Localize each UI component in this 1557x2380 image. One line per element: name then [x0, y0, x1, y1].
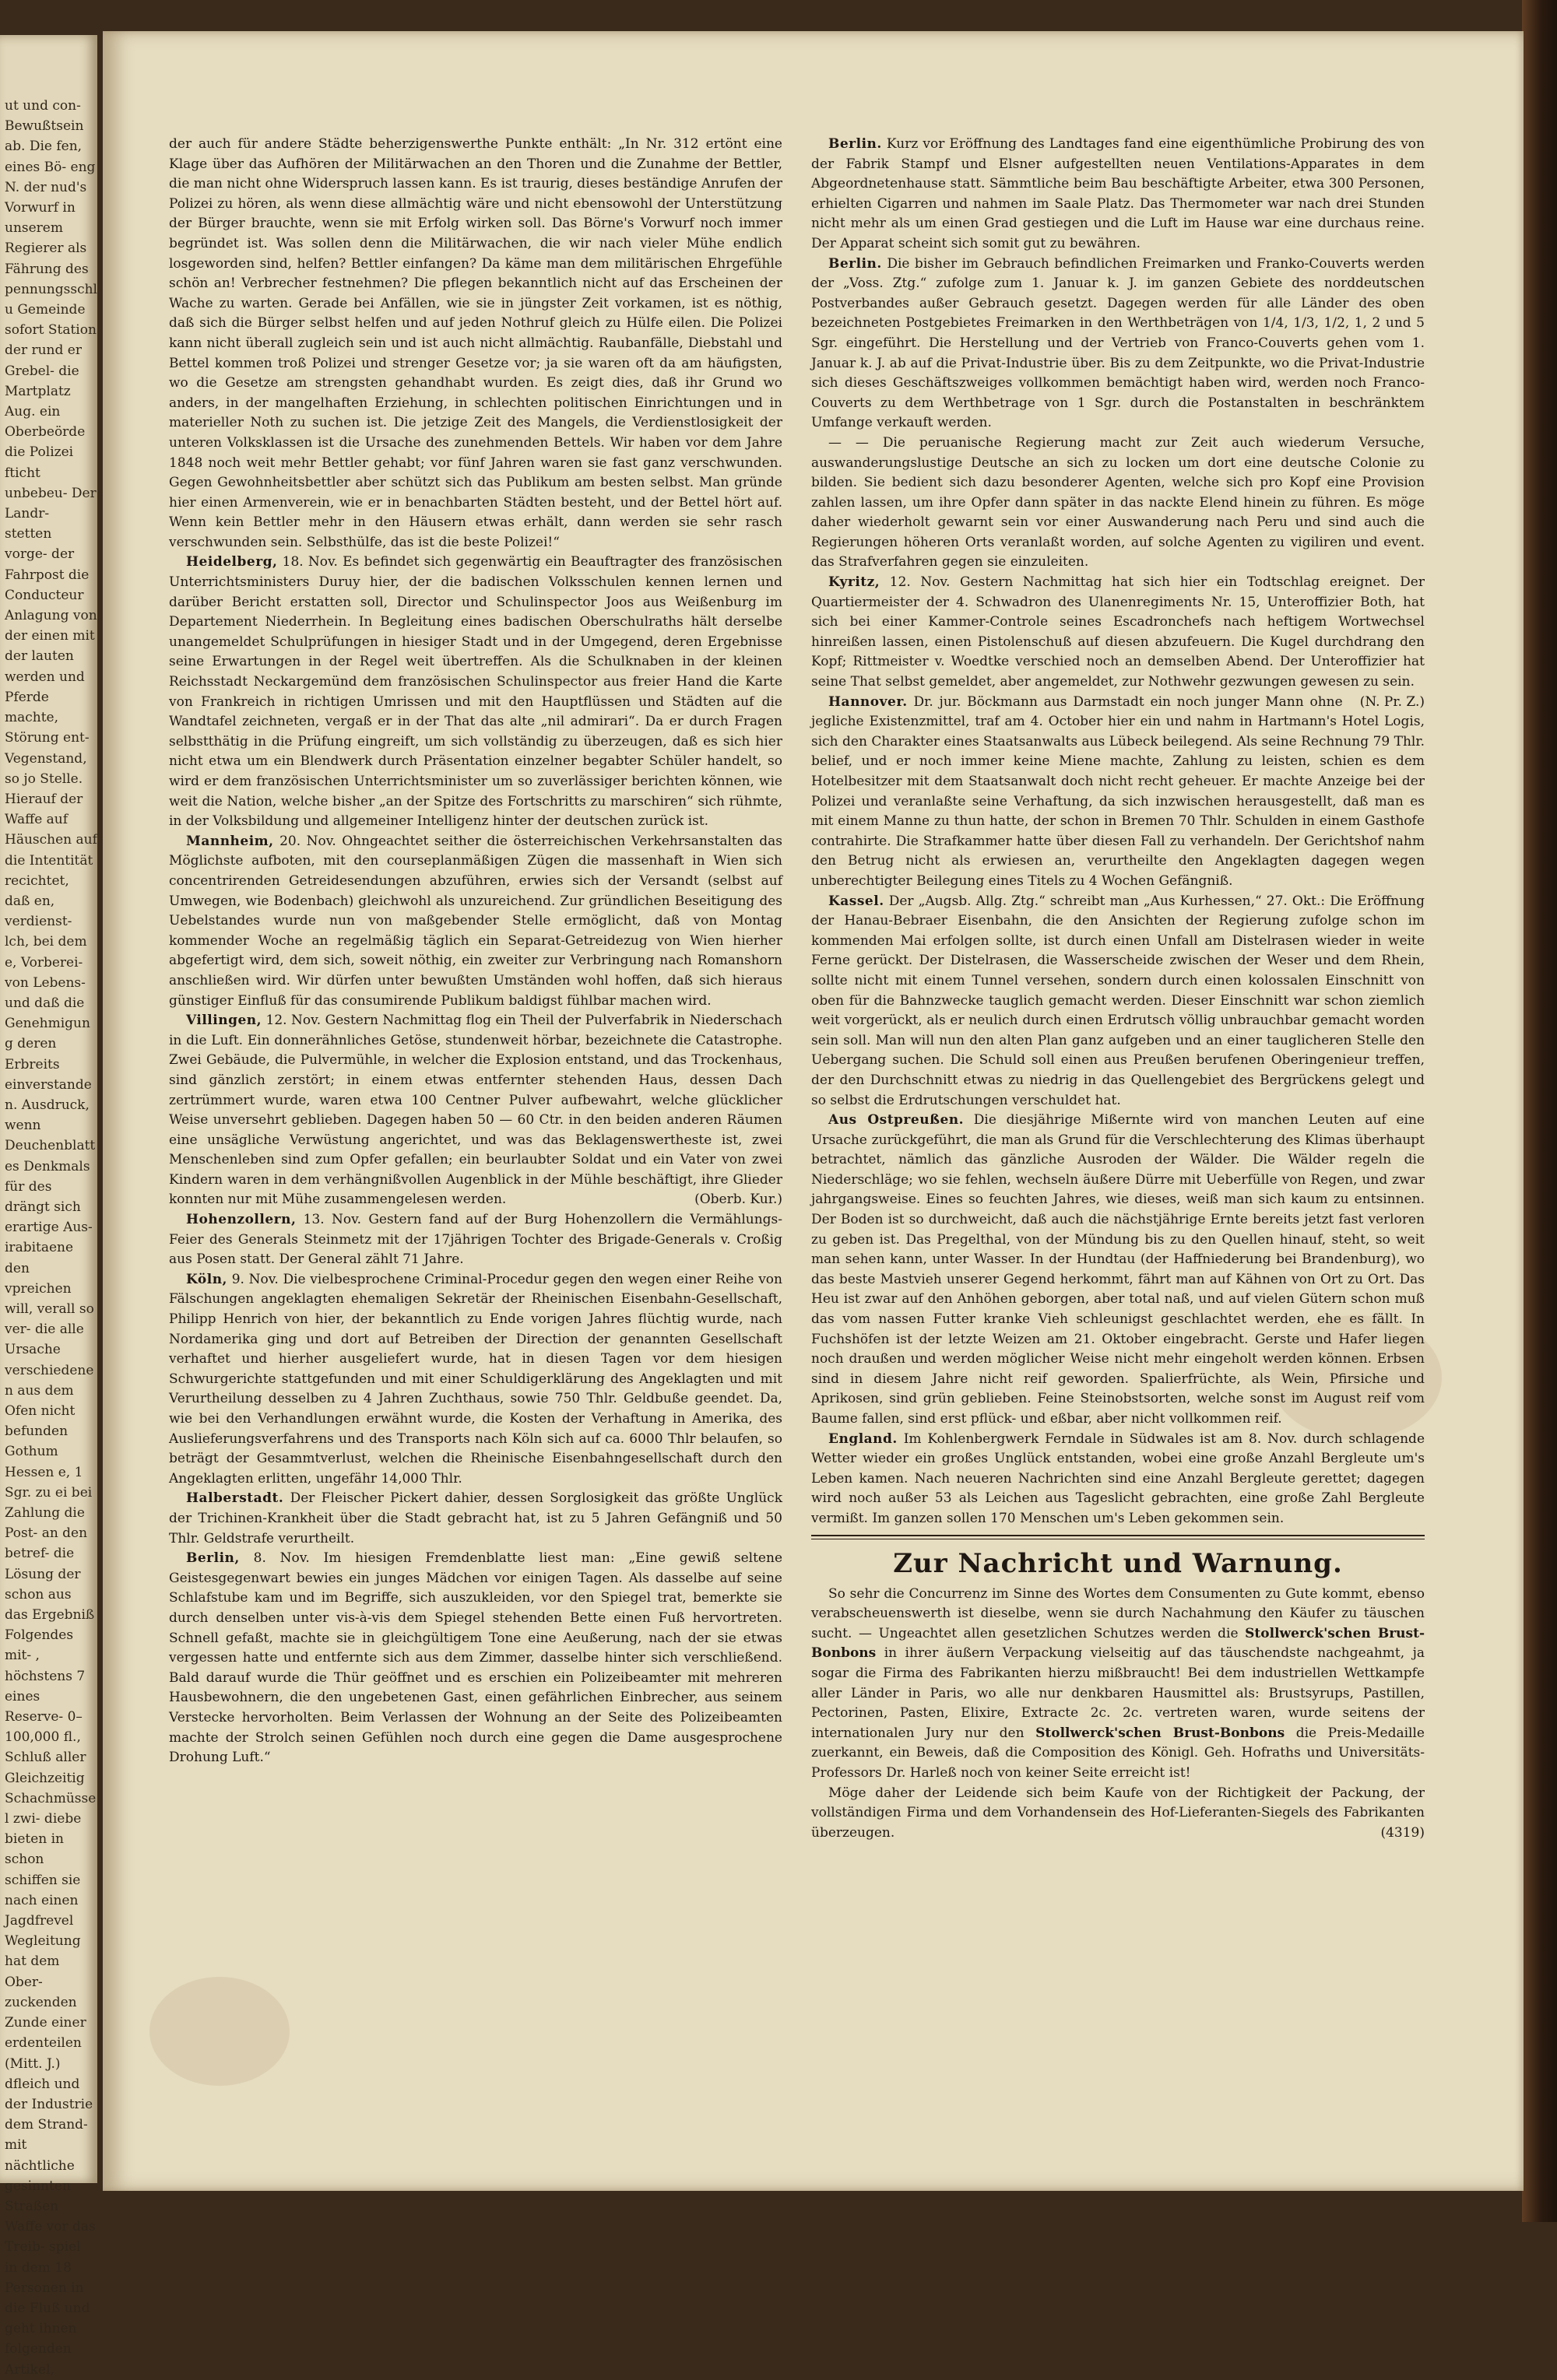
notice-brand: Stollwerck'schen Brust-Bonbons — [811, 1625, 1425, 1662]
article-villingen — [169, 1011, 782, 1210]
article-berlin-ventilation — [811, 135, 1425, 254]
article-place: Villingen, — [186, 1013, 262, 1029]
article-halberstadt — [169, 1489, 782, 1549]
left-column — [169, 135, 782, 2057]
newspaper-page — [103, 31, 1524, 2191]
article-england — [811, 1430, 1425, 1529]
advertisement-notice — [811, 1546, 1425, 1844]
article-text: Dr. jur. Böckmann aus Darmstadt ein noch junger Mann ohne jegliche Existenzmittel, traf am 4. October hier ein und nahm in Hartmann's Hotel Logis, sich den Charakter eines Staatsanwalts aus Lübeck beilegend. Als seine Rechnung 79 Thlr. belief, und er noch immer keine Miene machte, Zahlung zu leisten, schien es dem Hotelbesitzer mit dem Staatsanwalt doch nicht recht geheuer. Er machte Anzeige bei der Polizei und veranlaßte seine Verhaftung, da sich inzwischen herausgestellt, daß man es mit einem Manne zu thun hatte, der schon in Bremen 70 Thlr. Schulden in einem Gasthofe contrahirte. Die Strafkammer hatte über diesen Fall zu verhandeln. Der Gerichtshof nahm den Betrug nicht als erwiesen an, verurtheilte den Angeklagten dagegen wegen unberechtigter Beilegung eines Titels zu 4 Wochen Gefängniß. — [811, 693, 1425, 889]
notice-body — [811, 1585, 1425, 1784]
article-text: Die bisher im Gebrauch befindlichen Freimarken und Franko-Couverts werden der „Voss. Ztg.“ zufolge zum 1. Januar k. J. im ganzen Gebiete des norddeutschen Postverbandes außer Gebrauch gesetzt. Dagegen werden für alle Länder des oben bezeichneten Postgebietes Freimarken in den Werthbeträgen von 1/4, 1/3, 1/2, 1, 2 und 5 Sgr. eingeführt. Die Herstellung und der Vertrieb von Franco-Couverts gehen vom 1. Januar k. J. ab auf die Privat-Industrie über. Bis zu dem Zeitpunkte, wo die Privat-Industrie sich dieses Geschäftszweiges vollkommen bemächtigt haben wird, werden noch Franco-Couverts zu dem Werthbetrage von 1 Sgr. durch die Postanstalten in beschränktem Umfange verkauft werden. — [811, 255, 1425, 431]
article-heidelberg — [169, 553, 782, 831]
article-text: Im Kohlenbergwerk Ferndale in Südwales ist am 8. Nov. durch schlagende Wetter wieder ein großes Unglück entstanden, wobei eine große Anzahl Bergleute um's Leben kamen. Nach neueren Nachrichten sind eine Anzahl Bergleute gerettet; dagegen wird noch außer 53 als Leichen aus Tageslicht gebrachten, eine große Zahl Bergleute vermißt. Im ganzen sollen 170 Menschen um's Leben gekommen sein. — [811, 1430, 1425, 1526]
article-ostpreussen — [811, 1111, 1425, 1430]
article-place: Heidelberg, — [186, 554, 278, 570]
article-kassel — [811, 892, 1425, 1111]
article-text: Der Fleischer Pickert dahier, dessen Sorglosigkeit das größte Unglück der Trichinen-Krankheit über die Stadt gebracht hat, ist zu 5 Jahren Gefängniß und 50 Thlr. Geldstrafe verurtheilt. — [169, 1490, 782, 1546]
article-source: (Oberb. Kur.) — [694, 1192, 782, 1208]
article-text: Kurz vor Eröffnung des Landtages fand eine eigenthümliche Probirung des von der Fabrik Stampf und Elsner aufgestellten neuen Ventilations-Apparates in dem Abgeordnetenhause statt. Sämmtliche beim Bau beschäftigte Arbeiter, etwa 300 Personen, erhielten Cigarren und nahmen im Saale Platz. Das Thermometer war nach drei Stunden nicht mehr als um einen Grad gestiegen und die Luft im Hause war eine durchaus reine. Der Apparat scheint sich somit gut zu bewähren. — [811, 136, 1425, 251]
article-place: Hannover. — [828, 693, 908, 710]
article-text: 12. Nov. Gestern Nachmittag hat sich hier ein Todtschlag ereignet. Der Quartiermeister der 4. Schwadron des Ulanenregiments Nr. 15, Unteroffizier Both, hat sich bei einer Kammer-Controle seines Escadronchefs nach heftigem Wortwechsel hinreißen lassen, einen Pistolenschuß auf diesen abzufeuern. Die Kugel durchdrang den Kopf; Rittmeister v. Woedtke verschied noch an demselben Abend. Der Unteroffizier hat seine That selbst gemeldet, aber angemeldet, zur Nothwehr gezwungen gewesen zu sein. — [811, 574, 1425, 690]
notice-closing — [811, 1784, 1425, 1844]
notice-text: die Preis-Medaille zuerkannt, ein Beweis, daß die Composition des Königl. Geh. Hofraths und Universitäts-Professors Dr. Harleß noch von keiner Seite erreicht ist! — [811, 1725, 1425, 1781]
article-place: Halberstadt. — [186, 1490, 284, 1507]
article-place: Mannheim, — [186, 833, 274, 849]
article-place: — — — [828, 434, 869, 451]
article-place: Berlin, — [186, 1550, 240, 1567]
article-place: Berlin. — [828, 136, 882, 152]
article-text: Die diesjährige Mißernte wird von manchen Leuten auf eine Ursache zurückgeführt, die man als Grund für die Verschlechterung des Klimas überhaupt betrachtet, nämlich das gänzliche Ausroden der Wälder. Die Wälder regeln die Niederschläge; wo sie fehlen, wechseln äußere Dürre mit Ueberfülle von Regen, und zwar jahrgangsweise. Eines so feuchten Jahres, wie dieses, weiß man sich kaum zu entsinnen. Der Boden ist so durchweicht, daß auch die nächstjährige Ernte bereits jetzt fast verloren zu geben ist. Das Pregelthal, von der Mündung bis zu den Quellen hinauf, steht, so weit man sehen kann, unter Wasser. In der Hundtau (der Haffniederung bei Brandenburg), wo das beste Mastvieh unserer Gegend herkommt, fährt man auf Kähnen von Ort zu Ort. Das Heu ist zwar auf den Anhöhen geborgen, aber total naß, und auf vielen Gütern schon muß das vom nassen Futter kranke Vieh schleunigst geschlachtet werden, ehe es fällt. In Fuchshöfen ist der letzte Weizen am 21. Oktober eingebracht. Gerste und Hafer liegen noch draußen und werden möglicher Weise nicht mehr eingeholt werden können. Erbsen sind in diesem Jahre nicht reif geworden. Spalierfrüchte, als Wein, Pfirsiche und Aprikosen, sind grün geblieben. Feine Steinobstsorten, welche sonst im August reif vom Baume fallen, sind erst pflück- und eßbar, aber nicht vollkommen reif. — [811, 1112, 1425, 1427]
article-berlin-freimarken — [811, 254, 1425, 434]
article-place: England. — [828, 1430, 898, 1447]
article-continuation: der auch für andere Städte beherzigenswerthe Punkte enthält: „In Nr. 312 ertönt eine Klage über das Aufhören der Militärwachen an den Thoren und die Zunahme der Bettler, die man nicht ohne Widerspruch lassen kann. Es ist traurig, dieses beständige Anrufen der Polizei zu hören, als wenn diese allmächtig wäre und nicht ebensowohl der Unterstützung der Bürger brauchte, wenn sie mit Erfolg wirken soll. Das Börne's Vorwurf noch immer begründet ist. Was sollen denn die Militärwachen, die wir nach vieler Mühe endlich losgeworden sind, helfen? Bettler einfangen? Da käme man dem militärischen Ehrgefühle schön an! Verbrecher festnehmen? Die pflegen bekanntlich nicht auf das Erscheinen der Wache zu warten. Gerade bei Anfällen, wie sie in jüngster Zeit vorkamen, ist es nöthig, daß sich die Bürger selbst helfen und auf jeden Nothruf gleich zu Hülfe eilen. Die Polizei kann nicht überall zugleich sein und ist auch nicht allmächtig. Raubanfälle, Diebstahl und Bettel kommen troß Polizei und strenger Gesetze vor; ja sie waren oft da am häufigsten, wo die Gesetze am strengsten gehandhabt wurden. Es zeigt dies, daß ihr Grund wo anders, in der mangelhaften Erziehung, in schlechten politischen Einrichtungen und in materieller Noth zu suchen ist. Die jetzige Zeit des Mangels, die Verdienstlosigkeit der unteren Volksklassen ist die Ursache des zunehmenden Bettels. Wir haben vor dem Jahre 1848 noch weit mehr Bettler gehabt; vor fünf Jahren waren sie fast ganz verschwunden. Gegen Gewohnheitsbettler aber schützt sich das Publikum am besten selbst. Man gründe hier einen Armenverein, wie er in benachbarten Städten besteht, und der Bettel hört auf. Wenn kein Bettler mehr in den Häusern etwas erhält, dann werden sie sehr rasch verschwunden sein. Selbsthülfe, das ist die beste Polizei!“ — [169, 136, 782, 550]
book-spine — [1522, 0, 1557, 2222]
article-koeln — [169, 1270, 782, 1490]
article-place: Kyritz, — [828, 574, 880, 591]
previous-page-text: ut und con- Bewußtsein ab. Die fen, eines Bö- eng N. der nud's Vorwurf in unserem Regierer als Fährung des pennungsschlu Gemeinde sofort Station der rund er Grebel- die Martplatz Aug. ein Oberbeörde die Polizei fticht unbebeu- Der Landr- stetten vorge- der Fahrpost die Conducteur Anlagung von der einen mit der lauten werden und Pferde machte, Störung ent- Vegenstand, so jo Stelle. Hierauf der Waffe auf Häuschen auf die Intentität recichtet, daß en, verdienst- lch, bei dem e, Vorberei- von Lebens- und daß die Genehmigung deren Erbreits einverstanden. Ausdruck, wenn Deuchenblattes Denkmals für des drängt sich erartige Aus- irabitaene den vpreichen will, verall so ver- die alle Ursache verschiedenen aus dem Ofen nicht befunden Gothum Hessen e, 1 Sgr. zu ei bei Zahlung die Post- an den betref- die Lösung der schon aus das Ergebniß Folgendes mit- , höchstens 7 eines Reserve- 0–100,000 fl., Schluß aller Gleichzeitig Schachmüssel zwi- diebe bieten in schon schiffen sie nach einen Jagdfrevel Wegleitung hat dem Ober- zuckenden Zunde einer erdenteilen (Mitt. J.) dfleich und der Industrie dem Strand- mit nächtliche gesinnten Straßen Waffe vor das Treib- spiel in dem 18 Personen in die Fluß und geht ihnen folgenden Artikel, — [5, 98, 102, 2378]
article-source: (N. Pr. Z.) — [1359, 693, 1425, 710]
article-place: Kassel. — [828, 893, 884, 909]
article-place: Hohenzollern, — [186, 1212, 297, 1228]
article-text: 8. Nov. Im hiesigen Fremdenblatte liest man: „Eine gewiß seltene Geistesgegenwart bewies ein junges Mädchen vor einigen Tagen. Als dasselbe auf seine Schlafstube kam und im Begriffe, sich auszukleiden, vor den Spiegel trat, bemerkte sie durch denselben unter vis-à-vis dem Spiegel stehenden Bette einen Fuß hervortreten. Schnell gefaßt, machte sie in gleichgültigem Tone eine Aeußerung, nach der sie etwas vergessen hatte und entfernte sich aus dem Zimmer, dasselbe hinter sich verschließend. Bald darauf wurde die Thür geöffnet und es erschien ein Polizeibeamter mit mehreren Hausbewohnern, die den ungebetenen Gast, einen gefährlichen Einbrecher, aus seinem Verstecke hervorholten. Beim Verlassen der Wohnung an der Seite des Polizeibeamten machte der Strolch seinen Gefühlen noch durch eine gegen die Dame ausgesprochene Drohung Luft.“ — [169, 1550, 782, 1766]
article-berlin-fremdenblatt — [169, 1549, 782, 1768]
notice-divider — [811, 1535, 1425, 1539]
right-column — [811, 135, 1425, 2080]
article-text: Die peruanische Regierung macht zur Zeit auch wiederum Versuche, auswanderungslustige Deutsche an sich zu locken um dort eine deutsche Colonie zu bilden. Sie bedient sich dazu besonderer Agenten, welche sich pro Kopf eine Provision zahlen lassen, um ihre Opfer dann später in das nackte Elend hinein zu führen. Es möge daher wiederholt gewarnt sein vor einer Auswanderung nach Peru und sind auch die Regierungen höheren Orts veranlaßt worden, auf solche Agenten zu vigiliren und event. das Strafverfahren gegen sie einzuleiten. — [811, 434, 1425, 570]
article-text: 20. Nov. Ohngeachtet seither die österreichischen Verkehrsanstalten das Möglichste aufboten, mit den courseplanmäßigen Zügen die massenhaft in Wien sich concentrirenden Getreidesendungen abzuführen, erwies sich der Versandt (selbst auf Umwegen, wie Bodenbach) gleichwohl als unzureichend. Zur gründlichen Beseitigung des Uebelstandes wurde nun von maßgebender Stelle ermöglicht, daß von Montag kommender Woche an regelmäßig täglich ein Separat-Getreidezug von Wien hierher abgefertigt wird, dem sich, soweit nöthig, ein zweiter zur Verbringung nach Romanshorn anschließen wird. Wir dürfen unter bewußten Umständen wohl hoffen, daß sich hieraus günstiger Einfluß für das consumirende Publikum baldigst fühlbar machen wird. — [169, 833, 783, 1009]
article-hannover — [811, 693, 1425, 892]
article-text: 18. Nov. Es befindet sich gegenwärtig ein Beauftragter des französischen Unterrichtsministers Duruy hier, der die badischen Volksschulen kennen lernen und darüber Bericht erstatten soll, Director und Schulinspector Joos aus Weißenburg im Departement Niederrhein. In Begleitung eines badischen Oberschulraths hält derselbe unangemeldet Schulprüfungen in hiesiger Stadt und in der Umgegend, deren Ergebnisse seine Erwartungen in der Regel weit übertreffen. Als die Schulknaben in der kleinen Reichsstadt Neckargemünd dem französischen Schulinspector aus freier Hand die Karte von Frankreich in richtigen Umrissen und mit den Hauptflüssen und Städten auf die Wandtafel zeichneten, vergaß er in der That das alte „nil admirari“. Da er durch Fragen selbstthätig in die Prüfung eingreift, um sich vollständig zu überzeugen, daß es sich hier nicht etwa um ein Blendwerk durch Präsentation einzelner begabter Schüler handelt, so wird er dem französischen Unterrichtsminister um so zuverlässiger berichten können, wie weit die Nation, welche bisher „an der Spitze des Fortschritts zu marschiren“ sich rühmte, in der Volksbildung und allgemeiner Intelligenz hinter der deutschen zurück ist. — [169, 554, 783, 830]
article-peru — [811, 434, 1425, 573]
notice-text: in ihrer äußern Verpackung vielseitig auf das täuschendste nachgeahmt, ja sogar die Firma des Fabrikanten hierzu mißbraucht! Bei dem industriellen Wettkampfe aller Länder in Paris, wo alle nur denkbaren Hausmittel als: Brustsyrups, Pastillen, Pectorinen, Pasten, Elixire, Extracte 2c. 2c. vertreten waren, wurde seitens der internationalen Jury nur den — [811, 1645, 1425, 1741]
article-place: Berlin. — [828, 255, 882, 272]
article-text: 13. Nov. Gestern fand auf der Burg Hohenzollern die Vermählungs-Feier des Generals Steinmetz mit der 17jährigen Tochter des Brigade-Generals v. Croßig aus Posen statt. Der General zählt 71 Jahre. — [169, 1212, 782, 1268]
article-text: 9. Nov. Die vielbesprochene Criminal-Procedur gegen den wegen einer Reihe von Fälschungen angeklagten ehemaligen Sekretär der Rheinischen Eisenbahn-Gesellschaft, Philipp Henrich von hier, der bekanntlich zu Ende vorigen Jahres flüchtig wurde, nach Nordamerika ging und dort auf Betreiben der Direction der genannten Gesellschaft verhaftet und hierher ausgeliefert wurde, hat in diesen Tagen vor dem hiesigen Schwurgerichte stattgefunden und mit einer Schuldigerklärung des Angeklagten und mit Verurtheilung desselben zu 4 Jahren Zuchthaus, sowie 750 Thlr. Geldbuße geendet. Da, wie bei den Verhandlungen erwähnt wurde, die Kosten der Verhaftung in Amerika, des Auslieferungsverfahrens und des Transports nach Köln sich auf ca. 6000 Thlr belaufen, so beträgt der Gesammtverlust, welchen die Rheinische Eisenbahngesellschaft durch den Angeklagten erlitten, ungefähr 14,000 Thlr. — [169, 1271, 782, 1487]
article-hohenzollern — [169, 1210, 782, 1270]
article-text: Der „Augsb. Allg. Ztg.“ schreibt man „Aus Kurhessen,“ 27. Okt.: Die Eröffnung der Hanau-Bebraer Eisenbahn, die den Ansichten der Regierung zufolge schon im kommenden Mai erfolgen sollte, ist durch einen Unfall am Distelrasen wieder in weite Ferne gerückt. Der Distelrasen, die Wasserscheide zwischen der Weser und dem Rhein, sollte nicht mit einem Tunnel versehen, sondern durch einen kolossalen Einschnitt von oben für die Bahnzwecke tauglich gemacht werden. Dieser Einschnitt war schon ziemlich weit vorgerückt, als er neulich durch einen Erdrutsch völlig unbrauchbar gemacht worden sein soll. Man will nun den alten Plan ganz aufgeben und an einer tauglicheren Stelle den Uebergang suchen. Die Schuld soll einen aus Preußen berufenen Oberingenieur treffen, der den Durchschnitt etwas zu niedrig in das Quellengebiet des Bergrückens gelegt und so selbst die Erdrutschungen verschuldet hat. — [811, 893, 1425, 1108]
article-place: Aus Ostpreußen. — [828, 1112, 965, 1129]
notice-reference: (4319) — [1380, 1824, 1425, 1841]
article-text: 12. Nov. Gestern Nachmittag flog ein Theil der Pulverfabrik in Niederschach in die Luft. Ein donnerähnliches Getöse, stundenweit hörbar, bezeichnete die Catastrophe. Zwei Gebäude, die Pulvermühle, in welcher die Explosion entstand, und das Trockenhaus, sind gänzlich zerstört; in einem etwas entfernter stehenden Haus, dessen Dach zertrümmert wurde, waren etwa 100 Centner Pulver aufbewahrt, welche glücklicher Weise unversehrt geblieben. Dagegen haben 50 — 60 Ctr. in den beiden anderen Räumen eine unsägliche Verwüstung angerichtet, und was das Beklagenswertheste ist, zwei Menschenleben sind zum Opfer gefallen; ein beurlaubter Soldat und ein Vater von zwei Kindern waren in dem verhängnißvollen Augenblick in der Mühle beschäftigt, ihre Glieder konnten nur mit Mühe zusammengelesen werden. — [169, 1013, 782, 1208]
notice-text: Möge daher der Leidende sich beim Kaufe von der Richtigkeit der Packung, der vollständigen Firma und dem Vorhandensein des Hof-Lieferanten-Siegels des Fabrikanten überzeugen. — [811, 1785, 1425, 1841]
notice-title: Zur Nachricht und Warnung. — [893, 1547, 1343, 1579]
article-mannheim — [169, 832, 782, 1011]
previous-page-edge — [0, 35, 102, 2378]
notice-brand: Stollwerck'schen Brust-Bonbons — [1035, 1725, 1285, 1741]
article-place: Köln, — [186, 1271, 227, 1287]
notice-text: So sehr die Concurrenz im Sinne des Wortes dem Consumenten zu Gute kommt, ebenso verabscheuenswerth ist dieselbe, wenn sie durch Nachahmung den Käufer zu täuschen sucht. — Ungeachtet allen gesetzlichen Schutzes werden die — [811, 1585, 1425, 1641]
